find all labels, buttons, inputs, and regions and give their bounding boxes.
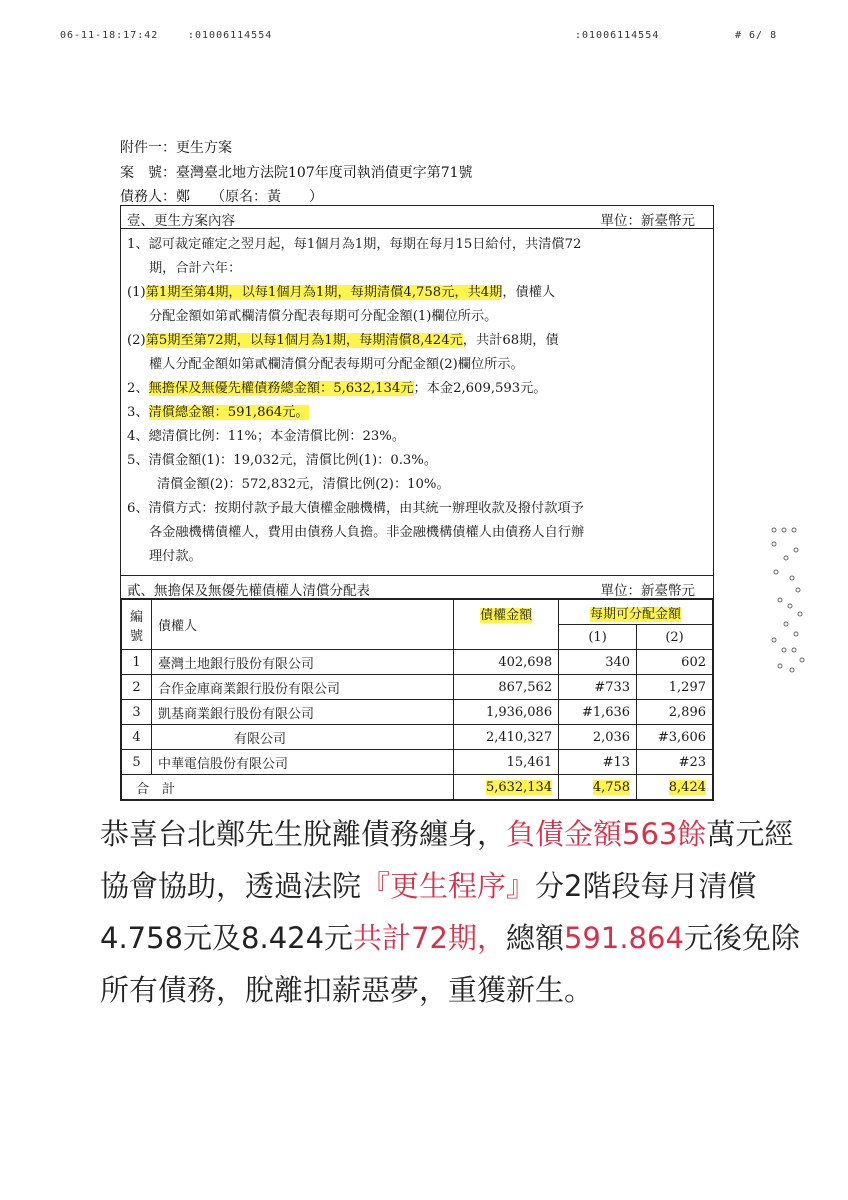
caption-part-4: 總額	[505, 921, 564, 955]
plan-line-suffix: ，共計68期，債	[462, 333, 559, 348]
row-creditor: 合作金庫商業銀行股份有限公司	[151, 675, 453, 700]
plan-line: 6、清償方式：按期付款予最大債權金融機構，由其統一辦理收款及撥付款項予	[127, 501, 584, 516]
plan-line: 清償金額(2)：572,832元，清償比例(2)：10%。	[157, 477, 450, 492]
plan-line-highlight: 清償總金額：591,864元。	[148, 405, 309, 420]
caption-part-3: 分2階段每月清償4.758元及8.424元	[100, 869, 757, 955]
caption-part-5: 元後免除所有債務，脫離扣薪惡夢，重獲新生。	[100, 921, 800, 1007]
row-period-2: #3,606	[637, 725, 713, 750]
row-amount: 2,410,327	[454, 725, 559, 750]
plan-line: 各金融機構債權人，費用由債務人負擔。非金融機構債權人由債務人自行辦	[149, 525, 585, 540]
section1-unit: 單位：新臺幣元	[600, 213, 695, 229]
distribution-table	[121, 599, 713, 800]
row-period-1: #733	[559, 675, 637, 700]
table-row	[122, 725, 713, 750]
plan-line: 分配金額如第貳欄清償分配表每期可分配金額(1)欄位所示。	[149, 309, 498, 324]
row-creditor: 臺灣土地銀行股份有限公司	[151, 650, 453, 675]
section2-header	[121, 575, 713, 599]
plan-line-prefix: 2、	[127, 381, 149, 396]
caption-part-2: 萬元經協會協助，透過法院	[100, 817, 794, 903]
row-period-2: 1,297	[637, 675, 713, 700]
plan-line-highlight: 無擔保及無優先權債務總金額：5,632,134元	[148, 381, 414, 396]
total-label: 合 計	[122, 775, 454, 800]
table-row	[122, 650, 713, 675]
section2-title: 貳、無擔保及無優先權債權人清償分配表	[127, 583, 370, 599]
plan-document-box	[120, 205, 714, 801]
total-period-2: 8,424	[637, 775, 713, 800]
row-period-1: 340	[559, 650, 637, 675]
row-creditor	[151, 725, 453, 750]
plan-line-prefix: (2)	[127, 333, 146, 348]
caption-debt-amount: 負債金額563餘	[506, 817, 707, 851]
row-period-1: 2,036	[559, 725, 637, 750]
fax-timestamp: 06-11-18:17:42	[60, 30, 159, 41]
row-period-2: 602	[637, 650, 713, 675]
table-row	[122, 750, 713, 775]
caption-periods: 共計72期，	[353, 921, 506, 955]
header-creditor: 債權人	[151, 600, 453, 650]
fax-number-left: :01006114554	[188, 30, 273, 41]
congratulation-caption	[100, 808, 805, 1016]
plan-line: 權人分配金額如第貳欄清償分配表每期可分配金額(2)欄位所示。	[149, 357, 524, 372]
caption-part-1: 恭喜台北鄭先生脫離債務纏身，	[100, 817, 507, 851]
caption-total: 591.864	[563, 921, 684, 955]
row-creditor-text: 有限公司	[233, 731, 286, 747]
row-amount: 402,698	[454, 650, 559, 675]
header-no: 編號	[122, 600, 152, 650]
header-period: 每期可分配金額	[559, 600, 713, 625]
plan-line: 1、認可裁定確定之翌月起，每1個月為1期，每期在每月15日給付，共清償72	[127, 237, 582, 252]
plan-line	[127, 281, 707, 305]
plan-line-prefix: (1)	[127, 285, 146, 300]
table-row	[122, 675, 713, 700]
case-number: 案 號：臺灣臺北地方法院107年度司執消債更字第71號	[120, 165, 473, 181]
fax-number-right: :01006114554	[575, 30, 660, 41]
caption-procedure: 『更生程序』	[361, 869, 536, 903]
row-amount: 1,936,086	[454, 700, 559, 725]
plan-line	[127, 377, 707, 401]
total-row	[122, 775, 713, 800]
plan-line: 理付款。	[149, 549, 202, 564]
plan-line	[127, 329, 707, 353]
fax-page-number: # 6/ 8	[735, 30, 778, 41]
plan-line-highlight: 第1期至第4期，以每1個月為1期，每期清償4,758元，共4期	[145, 285, 503, 300]
plan-line-suffix: ，債權人	[502, 285, 556, 300]
section1-title: 壹、更生方案內容	[127, 213, 235, 229]
header-period-2: (2)	[637, 625, 713, 650]
plan-line-highlight: 第5期至第72期，以每1個月為1期，每期清償8,424元	[145, 333, 463, 348]
plan-line: 4、總清償比例：11%；本金清償比例：23%。	[127, 429, 406, 444]
row-no: 4	[122, 725, 152, 750]
debtor-name: 債務人：鄭 （原名：黃 ）	[120, 189, 323, 205]
row-period-1: #13	[559, 750, 637, 775]
row-no: 2	[122, 675, 152, 700]
row-amount: 867,562	[454, 675, 559, 700]
row-no: 3	[122, 700, 152, 725]
row-period-1: #1,636	[559, 700, 637, 725]
plan-line: 5、清償金額(1)：19,032元，清償比例(1)：0.3%。	[127, 453, 438, 468]
table-row	[122, 700, 713, 725]
plan-line-suffix: ；本金2,609,593元。	[413, 381, 547, 396]
row-creditor: 凱基商業銀行股份有限公司	[151, 700, 453, 725]
header-period-1: (1)	[559, 625, 637, 650]
section1-header	[121, 206, 713, 229]
section2-unit: 單位：新臺幣元	[600, 583, 695, 599]
attachment-title: 附件一：更生方案	[120, 140, 232, 156]
row-period-2: 2,896	[637, 700, 713, 725]
row-no: 5	[122, 750, 152, 775]
stamp-dots-decoration	[766, 520, 806, 680]
row-creditor: 中華電信股份有限公司	[151, 750, 453, 775]
row-no: 1	[122, 650, 152, 675]
plan-line: 期，合計六年：	[149, 261, 242, 276]
row-amount: 15,461	[454, 750, 559, 775]
plan-content	[121, 229, 713, 575]
plan-line	[127, 401, 707, 425]
plan-line-prefix: 3、	[127, 405, 149, 420]
header-amount: 債權金額	[454, 600, 559, 650]
total-amount: 5,632,134	[454, 775, 559, 800]
row-period-2: #23	[637, 750, 713, 775]
total-period-1: 4,758	[559, 775, 637, 800]
